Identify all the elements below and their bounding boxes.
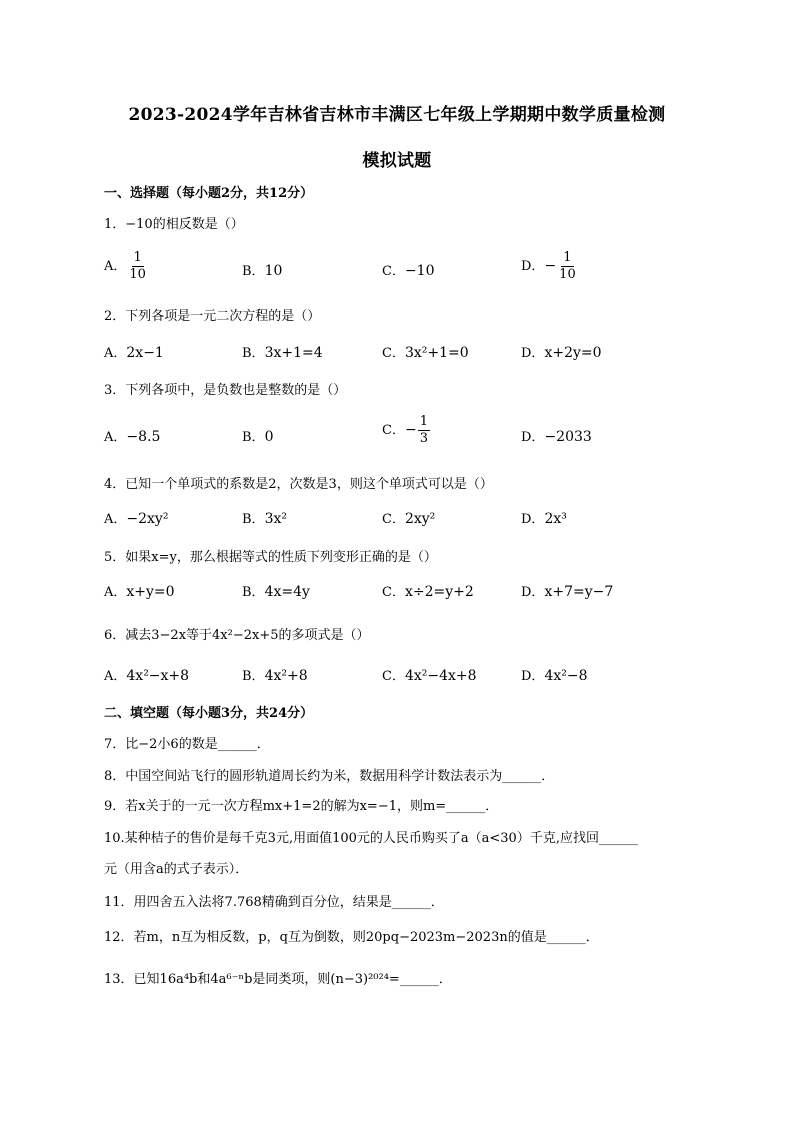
question-5-option-b: B．4x=4y — [242, 584, 310, 600]
question-5-stem: 5．如果x=y，那么根据等式的性质下列变形正确的是（） — [104, 550, 437, 565]
question-2-option-c: C．3x²+1=0 — [382, 345, 469, 361]
question-1-stem: 1．−10的相反数是（） — [104, 217, 244, 232]
page-title: 2023-2024学年吉林省吉林市丰满区七年级上学期期中数学质量检测 — [128, 105, 666, 125]
question-3-option-a: A．−8.5 — [104, 429, 161, 445]
question-5-option-a: A．x+y=0 — [104, 584, 175, 600]
question-3-option-b: B．0 — [242, 429, 274, 445]
question-9: 9．若x关于的一元一次方程mx+1=2的解为x=−1，则m=______． — [104, 799, 499, 814]
page-subtitle: 模拟试题 — [362, 151, 432, 171]
question-5-option-c: C．x÷2=y+2 — [382, 584, 474, 600]
question-2-option-b: B．3x+1=4 — [242, 345, 323, 361]
section-heading-fill: 二、填空题（每小题3分，共24分） — [104, 706, 314, 721]
question-6-option-b: B．4x²+8 — [242, 668, 308, 684]
question-5-option-d: D．x+7=y−7 — [521, 584, 614, 600]
question-4-stem: 4．已知一个单项式的系数是2，次数是3，则这个单项式可以是（） — [104, 477, 493, 492]
question-1-option-c: C．−10 — [382, 263, 435, 279]
question-10: 10.某种桔子的售价是每千克3元,用面值100元的人民币购买了a（a<30）千克,应找回______ — [104, 831, 638, 846]
question-6-stem: 6．减去3−2x等于4x²−2x+5的多项式是（） — [104, 628, 370, 643]
question-7: 7．比−2小6的数是______． — [104, 737, 270, 752]
question-4-option-b: B．3x² — [242, 511, 287, 527]
section-heading-choice: 一、选择题（每小题2分，共12分） — [104, 186, 314, 201]
question-11: 11．用四舍五入法将7.768精确到百分位，结果是______． — [104, 895, 444, 910]
question-2-option-d: D．x+2y=0 — [521, 345, 602, 361]
question-10-continued: 元（用含a的式子表示）． — [104, 862, 249, 877]
question-1-option-d: D．− $\frac{1}{10}$ — [521, 250, 576, 282]
question-4-option-a: A．−2xy² — [104, 511, 169, 527]
question-2-option-a: A．2x−1 — [104, 345, 164, 361]
question-13: 13．已知16a⁴b和4a⁶⁻ⁿb是同类项，则(n−3)²⁰²⁴=______． — [104, 972, 452, 987]
question-6-option-d: D．4x²−8 — [521, 668, 588, 684]
question-2-stem: 2．下列各项是一元二次方程的是（） — [104, 309, 321, 324]
question-1-option-a: A． $\frac{1}{10}$ — [104, 250, 146, 282]
question-3-option-d: D．−2033 — [521, 429, 592, 445]
question-6-option-a: A．4x²−x+8 — [104, 668, 190, 684]
question-3-stem: 3．下列各项中，是负数也是整数的是（） — [104, 383, 347, 398]
question-6-option-c: C．4x²−4x+8 — [382, 668, 477, 684]
question-3-option-c: C．− $\frac{1}{3}$ — [382, 414, 428, 446]
question-1-option-b: B．10 — [242, 263, 283, 279]
question-8: 8．中国空间站飞行的圆形轨道周长约为米，数据用科学计数法表示为______． — [104, 769, 555, 784]
question-4-option-d: D．2x³ — [521, 511, 567, 527]
question-12: 12．若m，n互为相反数，p，q互为倒数，则20pq−2023m−2023n的值是______． — [104, 930, 599, 945]
question-4-option-c: C．2xy² — [382, 511, 436, 527]
